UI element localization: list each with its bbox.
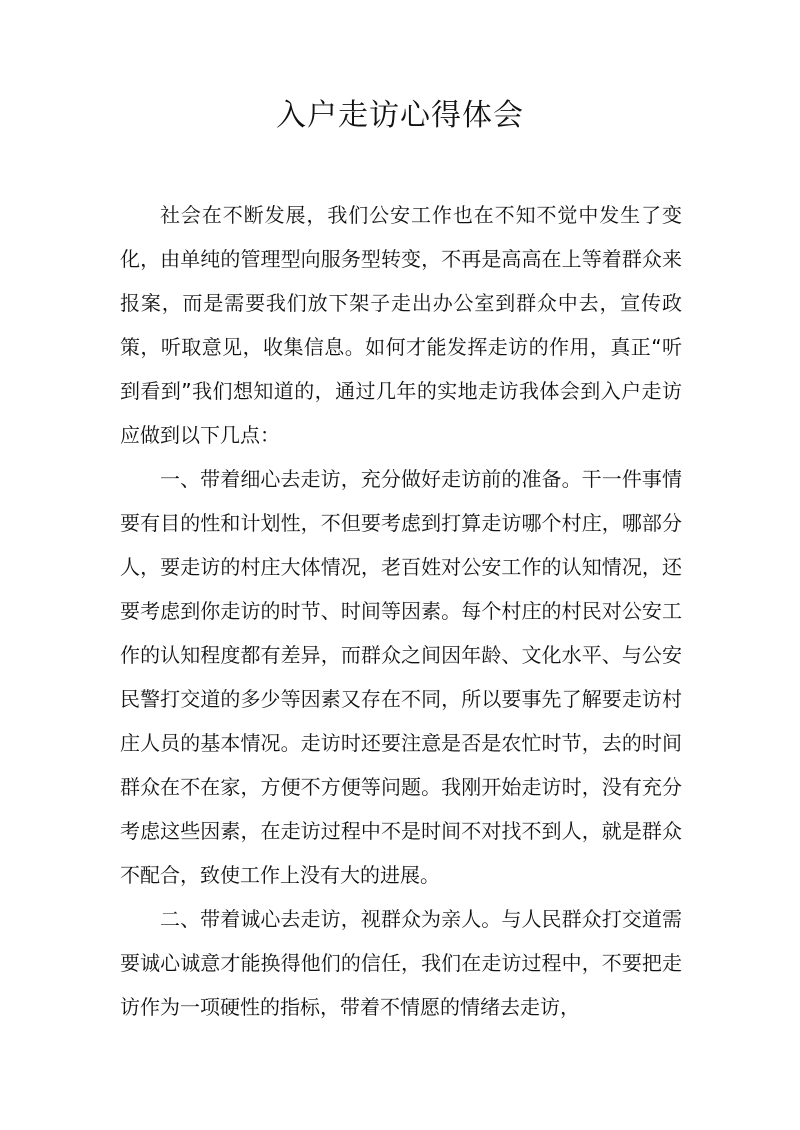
paragraph-intro: 社会在不断发展，我们公安工作也在不知不觉中发生了变化，由单纯的管理型向服务型转变，不再是高高在上等着群众来报案，而是需要我们放下架子走出办公室到群众中去，宣传政策，听取意见，收集信息。如何才能发挥走访的作用，真正“听到看到”我们想知道的，通过几年的实地走访我体会到入户走访应做到以下几点： bbox=[120, 203, 682, 447]
paragraph-point-one: 一、带着细心去走访，充分做好走访前的准备。干一件事情要有目的性和计划性，不但要考虑到打算走访哪个村庄，哪部分人，要走访的村庄大体情况，老百姓对公安工作的认知情况，还要考虑到你走访的时节、时间等因素。每个村庄的村民对公安工作的认知程度都有差异，而群众之间因年龄、文化水平、与公安民警打交道的多少等因素又存在不同，所以要事先了解要走访村庄人员的基本情况。走访时还要注意是否是农忙时节，去的时间群众在不在家，方便不方便等问题。我刚开始走访时，没有充分考虑这些因素，在走访过程中不是时间不对找不到人，就是群众不配合，致使工作上没有大的进展。 bbox=[120, 467, 682, 887]
paragraph-point-two: 二、带着诚心去走访，视群众为亲人。与人民群众打交道需要诚心诚意才能换得他们的信任，我们在走访过程中，不要把走访作为一项硬性的指标，带着不情愿的情绪去走访， bbox=[120, 907, 682, 1019]
document-title: 入户走访心得体会 bbox=[276, 98, 524, 133]
document-body bbox=[120, 193, 682, 1029]
